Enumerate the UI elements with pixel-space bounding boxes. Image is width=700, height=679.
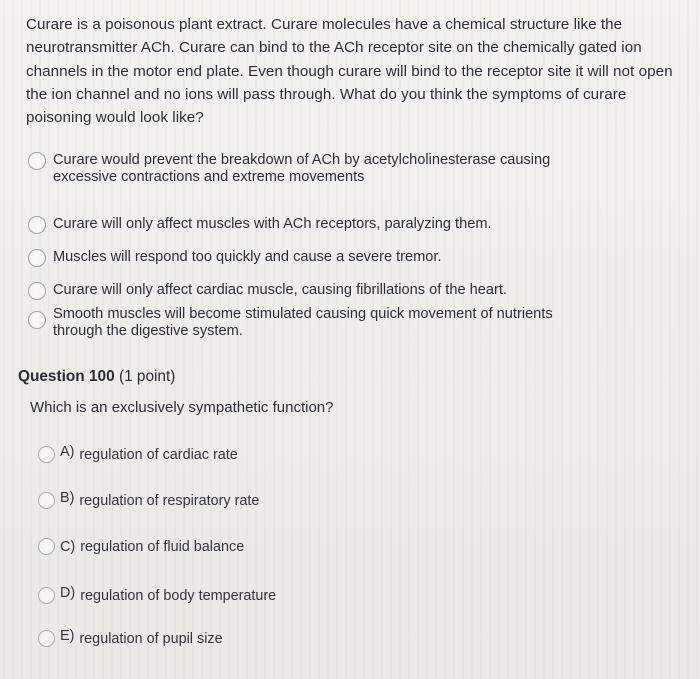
radio-button[interactable] [28,282,46,300]
answer-letter: B) [60,489,75,506]
radio-button[interactable] [28,311,46,329]
answer-option-c[interactable] [38,538,244,555]
question-prompt-curare: Curare is a poisonous plant extract. Curare molecules have a chemical structure like the neurotransmitter ACh. Curare can bind to the ACh receptor site on the chemically gated ion channels in the motor end plate. Even though curare will bind to the receptor site it will not open the ion channel and no ions will pass through. What do you think the symptoms of curare poisoning would look like? [26,16,673,127]
answer-text: regulation of respiratory rate [79,492,260,509]
radio-button[interactable] [38,587,55,604]
radio-button[interactable] [28,152,46,170]
answer-option-2[interactable] [28,216,492,234]
answer-option-label [53,152,550,186]
answer-option-line: Smooth muscles will become stimulated causing quick movement of nutrients [53,306,553,322]
answer-letter: C) [60,538,76,555]
answer-option-line: Curare would prevent the breakdown of ACh by acetylcholinesterase causing [53,152,551,168]
radio-button[interactable] [38,492,55,509]
answer-option-label: Curare will only affect muscles with ACh receptors, paralyzing them. [53,216,492,232]
answer-letter: D) [60,584,76,601]
radio-button[interactable] [28,216,46,234]
answer-letter: E) [60,627,75,644]
radio-button[interactable] [38,538,55,555]
answer-option-label: Curare will only affect cardiac muscle, causing fibrillations of the heart. [53,282,507,298]
answer-text: regulation of pupil size [79,630,223,647]
radio-button[interactable] [38,446,55,463]
answer-text: regulation of fluid balance [80,538,245,555]
answer-option-e[interactable] [38,627,223,647]
question-title: Question 100 [18,368,115,385]
answer-option-3[interactable] [28,249,442,267]
answer-option-b[interactable] [38,489,260,509]
answer-option-a[interactable] [38,443,238,463]
answer-option-label: Muscles will respond too quickly and cause a severe tremor. [53,249,442,265]
question-prompt: Which is an exclusively sympathetic function? [30,399,334,416]
question-header [18,368,175,386]
answer-option-label [53,306,553,340]
question-points: (1 point) [118,368,176,385]
answer-text: regulation of body temperature [80,587,277,604]
radio-button[interactable] [38,630,55,647]
answer-option-line: through the digestive system. [53,323,243,339]
radio-button[interactable] [28,249,46,267]
answer-option-d[interactable] [38,584,277,604]
answer-option-5[interactable] [28,306,553,340]
answer-option-4[interactable] [28,282,507,300]
answer-option-1[interactable] [28,152,550,186]
answer-option-line: excessive contractions and extreme movements [53,169,365,185]
answer-text: regulation of cardiac rate [79,446,238,463]
answer-letter: A) [60,443,75,460]
